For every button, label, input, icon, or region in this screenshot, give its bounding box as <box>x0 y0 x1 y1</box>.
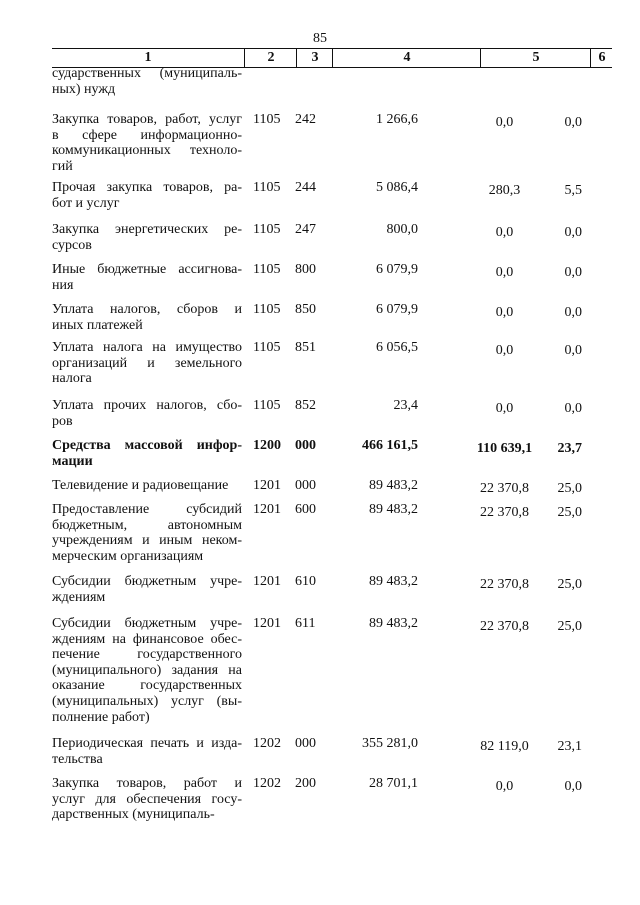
cell-c3: 851 <box>295 340 316 355</box>
cell-c3: 200 <box>295 776 316 791</box>
cell-c5: 0,0 <box>495 305 514 320</box>
row-label <box>52 180 242 211</box>
cell-c4: 6 056,5 <box>376 340 418 355</box>
row-label <box>52 616 242 725</box>
cell-c4: 89 483,2 <box>369 616 418 631</box>
cell-c2: 1201 <box>253 502 281 517</box>
cell-c3: 244 <box>295 180 316 195</box>
cell-c2: 1105 <box>253 398 281 413</box>
cell-c5: 82 119,0 <box>480 739 529 754</box>
row-label-line: Закупка товаров, работ, услуг <box>52 112 242 127</box>
cell-c3: 800 <box>295 262 316 277</box>
row-label-line: сурсов <box>52 237 92 253</box>
row-label-line: коммуникационных техноло- <box>52 143 242 159</box>
row-label-line: Периодическая печать и изда- <box>52 736 242 751</box>
cell-c2: 1105 <box>253 302 281 317</box>
cell-c6: 23,1 <box>557 739 582 754</box>
cell-c4: 5 086,4 <box>376 180 418 195</box>
cell-c2: 1105 <box>253 262 281 277</box>
row-label <box>52 574 242 605</box>
cell-c3: 852 <box>295 398 316 413</box>
row-label-line: Субсидии бюджетным учре- <box>52 574 242 589</box>
header-col-3: 3 <box>296 49 333 67</box>
cell-c3: 242 <box>295 112 316 127</box>
cell-c5: 0,0 <box>495 225 514 240</box>
cell-c4: 89 483,2 <box>369 502 418 517</box>
row-label <box>52 776 242 823</box>
cell-c3: 850 <box>295 302 316 317</box>
row-label-line: Прочая закупка товаров, ра- <box>52 180 242 195</box>
cell-c6: 0,0 <box>564 225 582 240</box>
row-label <box>52 222 242 253</box>
row-label-line: Средства массовой инфор- <box>52 438 242 453</box>
cell-c6: 25,0 <box>557 619 582 634</box>
cell-c5: 0,0 <box>495 343 514 358</box>
row-label <box>52 478 242 494</box>
row-label <box>52 112 242 174</box>
row-label-line: ждениям <box>52 589 106 605</box>
cell-c4: 6 079,9 <box>376 262 418 277</box>
cell-c2: 1202 <box>253 736 281 751</box>
cell-c4: 89 483,2 <box>369 478 418 493</box>
cell-c5: 22 370,8 <box>480 619 529 634</box>
row-label-line: дарственных (муниципаль- <box>52 807 215 823</box>
cell-c4: 355 281,0 <box>362 736 418 751</box>
cell-c5: 22 370,8 <box>480 577 529 592</box>
cell-c2: 1105 <box>253 112 281 127</box>
table-header <box>52 48 612 68</box>
cell-c3: 000 <box>295 438 316 453</box>
header-col-2: 2 <box>244 49 297 67</box>
cell-c4: 800,0 <box>386 222 418 237</box>
row-label-line: Иные бюджетные ассигнова- <box>52 262 242 277</box>
cell-c2: 1105 <box>253 340 281 355</box>
cell-c6: 0,0 <box>564 265 582 280</box>
cell-c5: 22 370,8 <box>480 481 529 496</box>
cell-c2: 1202 <box>253 776 281 791</box>
row-label-line: сударственных (муниципаль- <box>52 66 242 81</box>
row-label-line: Телевидение и радиовещание <box>52 478 229 493</box>
row-label-line: Субсидии бюджетным учре- <box>52 616 242 631</box>
cell-c4: 466 161,5 <box>362 438 418 453</box>
row-label-line: Уплата прочих налогов, сбо- <box>52 398 242 413</box>
row-label <box>52 340 242 387</box>
row-label <box>52 398 242 429</box>
cell-c2: 1201 <box>253 574 281 589</box>
cell-c2: 1201 <box>253 478 281 493</box>
cell-c6: 25,0 <box>557 505 582 520</box>
row-label <box>52 66 242 97</box>
row-label-line: организаций и земельного <box>52 355 242 371</box>
cell-c6: 25,0 <box>557 481 582 496</box>
row-label <box>52 438 242 469</box>
row-label <box>52 302 242 333</box>
cell-c6: 25,0 <box>557 577 582 592</box>
row-label <box>52 736 242 767</box>
cell-c3: 610 <box>295 574 316 589</box>
cell-c4: 23,4 <box>393 398 418 413</box>
page-number: 85 <box>313 31 327 46</box>
row-label-line: тельства <box>52 751 103 767</box>
row-label-line: мации <box>52 453 93 469</box>
cell-c4: 1 266,6 <box>376 112 418 127</box>
cell-c6: 0,0 <box>564 115 582 130</box>
row-label-line: Уплата налога на имущество <box>52 340 242 355</box>
cell-c5: 0,0 <box>495 401 514 416</box>
row-label-line: мерческим организациям <box>52 548 204 564</box>
row-label-line: полнение работ) <box>52 709 150 725</box>
row-label-line: ждениям на финансовое обес- <box>52 631 242 647</box>
cell-c2: 1105 <box>253 180 281 195</box>
cell-c2: 1200 <box>253 438 281 453</box>
cell-c3: 000 <box>295 478 316 493</box>
cell-c2: 1105 <box>253 222 281 237</box>
row-label-line: ров <box>52 413 73 429</box>
cell-c4: 6 079,9 <box>376 302 418 317</box>
row-label-line: Уплата налогов, сборов и <box>52 302 242 317</box>
row-label-line: учреждениям и иным неком- <box>52 533 242 549</box>
cell-c3: 611 <box>295 616 316 631</box>
cell-c6: 0,0 <box>564 401 582 416</box>
cell-c3: 247 <box>295 222 316 237</box>
cell-c4: 28 701,1 <box>369 776 418 791</box>
cell-c6: 0,0 <box>564 305 582 320</box>
row-label-line: бот и услуг <box>52 195 120 211</box>
row-label-line: гий <box>52 158 73 174</box>
cell-c5: 22 370,8 <box>480 505 529 520</box>
cell-c6: 0,0 <box>564 779 582 794</box>
cell-c6: 0,0 <box>564 343 582 358</box>
row-label-line: ных) нужд <box>52 81 116 97</box>
row-label-line: ния <box>52 277 74 293</box>
cell-c4: 89 483,2 <box>369 574 418 589</box>
header-col-1: 1 <box>144 50 152 65</box>
cell-c5: 110 639,1 <box>476 441 533 456</box>
header-col-6: 6 <box>590 49 613 67</box>
header-col-4: 4 <box>332 49 481 67</box>
row-label <box>52 262 242 293</box>
row-label-line: иных платежей <box>52 317 143 333</box>
cell-c6: 23,7 <box>557 441 582 456</box>
cell-c6: 5,5 <box>564 183 582 198</box>
cell-c3: 600 <box>295 502 316 517</box>
cell-c3: 000 <box>295 736 316 751</box>
row-label-line: оказание государственных <box>52 678 242 694</box>
row-label <box>52 502 242 564</box>
row-label-line: (муниципальных) услуг (вы- <box>52 693 242 709</box>
row-label-line: услуг для обеспечения госу- <box>52 791 242 807</box>
cell-c2: 1201 <box>253 616 281 631</box>
cell-c5: 280,3 <box>488 183 521 198</box>
row-label-line: печение государственного <box>52 647 242 663</box>
row-label-line: Предоставление субсидий <box>52 502 242 517</box>
row-label-line: налога <box>52 371 92 387</box>
row-label-line: в сфере информационно- <box>52 127 242 143</box>
row-label-line: (муниципального) задания на <box>52 662 242 678</box>
row-label-line: Закупка энергетических ре- <box>52 222 242 237</box>
cell-c5: 0,0 <box>495 779 514 794</box>
cell-c5: 0,0 <box>495 115 514 130</box>
row-label-line: бюджетным, автономным <box>52 517 242 533</box>
header-col-5: 5 <box>480 49 591 67</box>
cell-c5: 0,0 <box>495 265 514 280</box>
row-label-line: Закупка товаров, работ и <box>52 776 242 791</box>
